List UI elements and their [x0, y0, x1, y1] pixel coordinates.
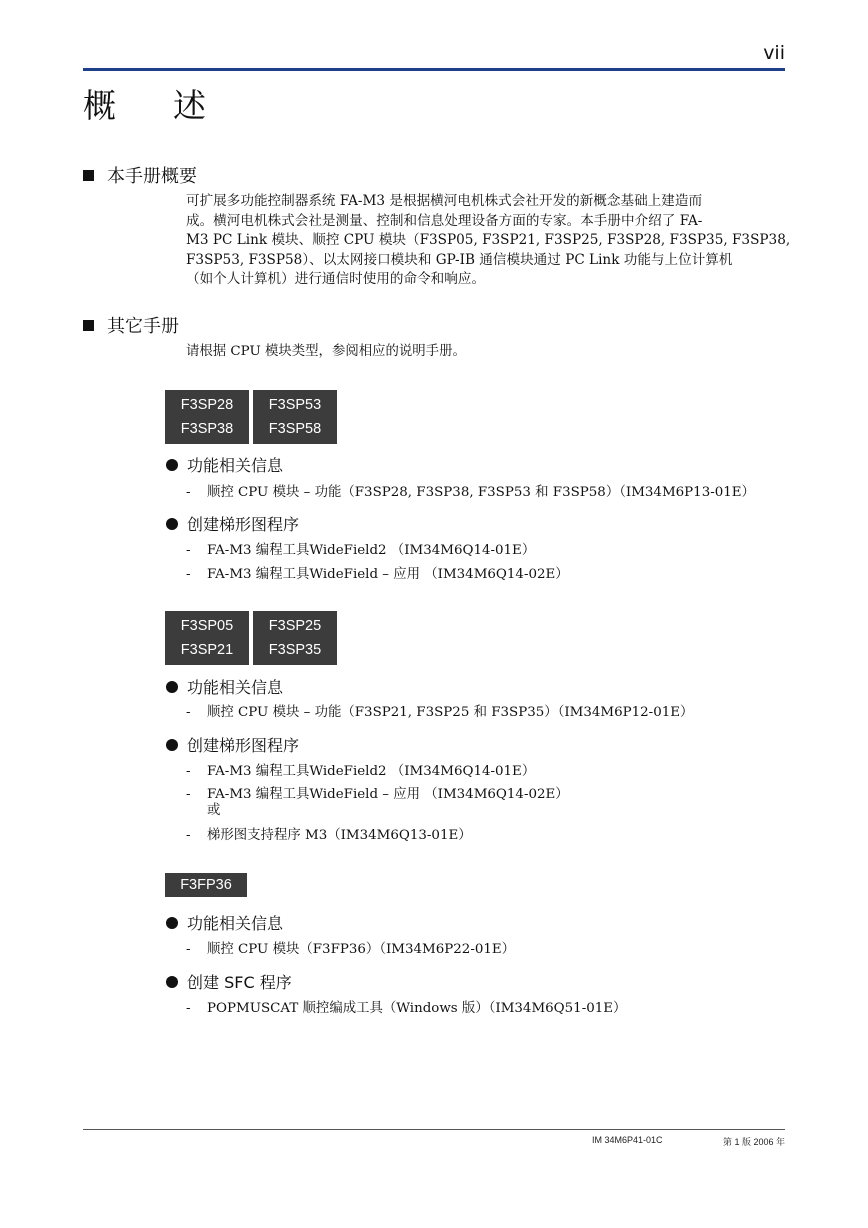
footer-edition: 第 1 版 2006 年 — [722, 1137, 785, 1147]
bullet-heading-text: 创建 SFC 程序 — [187, 973, 292, 992]
other-manuals-intro: 请根据 CPU 模块类型，参阅相应的说明手册。 — [186, 344, 466, 359]
bullet-heading-text: 创建梯形图程序 — [187, 736, 300, 755]
cpu-tag-block — [165, 390, 249, 444]
cpu-tag: F3FP36 — [165, 873, 247, 897]
cpu-tag: F3SP38 — [180, 421, 234, 437]
cpu-tag: F3SP35 — [268, 642, 322, 658]
paragraph-line: M3 PC Link 模块、顺控 CPU 模块（F3SP05, F3SP21, F3SP25, F3SP28, F3SP35, F3SP38, — [186, 232, 791, 249]
manual-item-text: 顺控 CPU 模块 – 功能（F3SP21, F3SP25 和 F3SP35）（IM34M6P12-01E） — [207, 705, 694, 720]
cpu-tag: F3SP21 — [180, 642, 234, 658]
round-bullet-icon — [166, 459, 178, 471]
bullet-heading-text: 功能相关信息 — [187, 456, 284, 475]
round-bullet-icon — [166, 917, 178, 929]
header-rule — [83, 68, 785, 71]
page-number: vii — [763, 42, 785, 64]
manual-item-text: POPMUSCAT 顺控编成工具（Windows 版）（IM34M6Q51-01E） — [207, 1001, 627, 1016]
manual-item-text: FA-M3 编程工具WideField2 （IM34M6Q14-01E） — [207, 764, 536, 779]
manual-item: - FA-M3 编程工具WideField – 应用 （IM34M6Q14-02E） 或 — [186, 787, 569, 818]
paragraph-line: 可扩展多功能控制器系统 FA-M3 是根据横河电机株式会社开发的新概念基础上建造而 — [186, 193, 703, 209]
section-heading-overview — [83, 162, 197, 188]
round-bullet-icon — [166, 739, 178, 751]
bullet-heading — [166, 453, 283, 476]
manual-item: - 顺控 CPU 模块 – 功能（F3SP28, F3SP38, F3SP53 和 F3SP58）（IM34M6P13-01E） — [186, 485, 755, 500]
manual-item: - 顺控 CPU 模块 – 功能（F3SP21, F3SP25 和 F3SP35）（IM34M6P12-01E） — [186, 705, 694, 720]
paragraph-line: （如个人计算机）进行通信时使用的命令和响应。 — [186, 271, 486, 288]
footer-rule — [83, 1129, 785, 1130]
bullet-heading-text: 功能相关信息 — [187, 914, 284, 933]
manual-item: - FA-M3 编程工具WideField2 （IM34M6Q14-01E） — [186, 543, 536, 558]
manual-item-text: FA-M3 编程工具WideField – 应用 （IM34M6Q14-02E） — [207, 567, 569, 582]
section-heading-text: 本手册概要 — [107, 166, 197, 187]
cpu-tag-group-c — [165, 873, 247, 897]
page-title: 概 述 — [83, 86, 218, 125]
cpu-tag-block — [253, 390, 337, 444]
footer-doc-id: IM 34M6P41-01C — [592, 1135, 663, 1145]
paragraph-line: F3SP53, F3SP58）、以太网接口模块和 GP-IB 通信模块通过 PC Link 功能与上位计算机 — [186, 251, 733, 268]
cpu-tag: F3SP53 — [268, 397, 322, 413]
round-bullet-icon — [166, 518, 178, 530]
manual-item: - POPMUSCAT 顺控编成工具（Windows 版）（IM34M6Q51-01E） — [186, 1001, 627, 1016]
overview-paragraph — [186, 192, 791, 290]
manual-item: - 顺控 CPU 模块（F3FP36）（IM34M6P22-01E） — [186, 942, 516, 957]
cpu-tag: F3SP05 — [180, 618, 234, 634]
round-bullet-icon — [166, 681, 178, 693]
square-bullet-icon — [83, 320, 94, 331]
section-heading-text: 其它手册 — [107, 316, 179, 337]
manual-item: - FA-M3 编程工具WideField2 （IM34M6Q14-01E） — [186, 764, 536, 779]
cpu-tag-group-a — [165, 390, 337, 444]
manual-item-text: 顺控 CPU 模块（F3FP36）（IM34M6P22-01E） — [207, 942, 516, 957]
cpu-tag: F3SP25 — [268, 618, 322, 634]
manual-item-text: 梯形图支持程序 M3（IM34M6Q13-01E） — [207, 828, 472, 843]
manual-item-text: FA-M3 编程工具WideField2 （IM34M6Q14-01E） — [207, 543, 536, 558]
bullet-heading-text: 功能相关信息 — [187, 678, 284, 697]
bullet-heading-text: 创建梯形图程序 — [187, 515, 300, 534]
bullet-heading — [166, 970, 292, 993]
bullet-heading — [166, 675, 283, 698]
manual-item-text: 顺控 CPU 模块 – 功能（F3SP28, F3SP38, F3SP53 和 F3SP58）（IM34M6P13-01E） — [207, 485, 755, 500]
cpu-tag-group-b — [165, 611, 337, 665]
cpu-tag: F3SP58 — [268, 421, 322, 437]
manual-item: - FA-M3 编程工具WideField – 应用 （IM34M6Q14-02E） — [186, 567, 569, 582]
manual-item-text: FA-M3 编程工具WideField – 应用 （IM34M6Q14-02E） — [207, 787, 569, 802]
cpu-tag-block — [253, 611, 337, 665]
manual-item-or: 或 — [207, 803, 221, 818]
manual-item: - 梯形图支持程序 M3（IM34M6Q13-01E） — [186, 828, 472, 843]
bullet-heading — [166, 911, 283, 934]
round-bullet-icon — [166, 976, 178, 988]
cpu-tag-block — [165, 611, 249, 665]
section-heading-other-manuals — [83, 312, 179, 338]
square-bullet-icon — [83, 170, 94, 181]
bullet-heading — [166, 733, 299, 756]
cpu-tag: F3SP28 — [180, 397, 234, 413]
paragraph-line: 成。横河电机株式会社是测量、控制和信息处理设备方面的专家。本手册中介绍了 FA- — [186, 212, 703, 229]
bullet-heading — [166, 512, 299, 535]
